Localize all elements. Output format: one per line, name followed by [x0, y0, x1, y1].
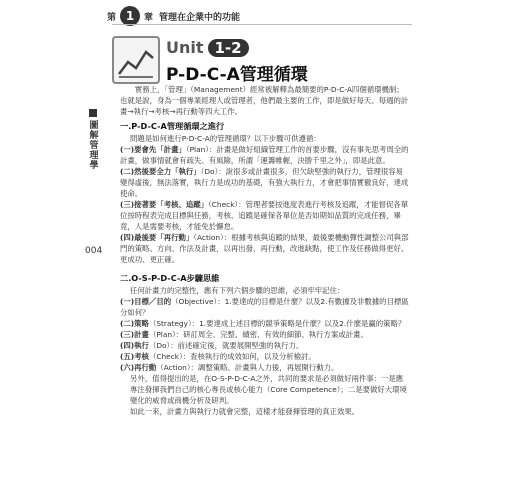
item-text: （Do）：說很多或計畫很多，但欠缺堅強的執行力，管理很容易變得虛後，無法落實，執行力是成功的基礎，有強大執行力，才會把事情實徹良好，達成使命。: [120, 167, 409, 198]
unit-word: Unit: [166, 38, 204, 57]
item-head: (一)目標／目的: [120, 297, 172, 306]
section2-item-6: [120, 362, 410, 373]
side-label: 圖解管理學: [89, 121, 99, 171]
item-head: (三)接著要「考核、追蹤」: [120, 200, 209, 209]
item-text: （Do）：前述確定後，就要展開堅強的執行力。: [148, 341, 304, 350]
section1-lead: 問題是如何進行P-D-C-A的管理循環？以下步驟可供遵循：: [130, 134, 321, 143]
item-head: (二)策略: [120, 319, 149, 328]
section2-item-3: [120, 329, 410, 340]
section2-item-2: [120, 318, 410, 329]
header-divider: [112, 24, 412, 25]
section1-title: 一.P-D-C-A管理循環之進行: [120, 121, 225, 131]
unit-label: [166, 38, 249, 57]
item-head: (六)再行動: [120, 363, 157, 372]
chapter-title: 管理在企業中的功能: [159, 12, 241, 23]
section1-item-2: [120, 166, 410, 199]
chapter-prefix: 第: [107, 12, 117, 23]
section1-item-3: [120, 199, 410, 232]
section2-tail-1: 另外，值得提出的是，在O-S-P-D-C-A之外，共同的要求是必須做好兩件事：一是應專注發揮我們自己的核心專長或核心能力（Core Competence）；二是要做好大環境變化的威脅或商機分析及研判。: [130, 374, 407, 405]
page-number: 004: [85, 246, 103, 256]
section2-item-1: [120, 296, 410, 318]
item-text: （Action）：根據考核與追蹤的結果，最後要機動彈性調整公司與部門的策略、方向、作法及計畫，以再出發、再行動，改進缺點，使工作及任務做得更好、更成功、更正確。: [120, 233, 409, 264]
section2-title: 二.O-S-P-D-C-A步驟思維: [120, 273, 220, 283]
section2-lead: 任何計畫力的完整性，應有下列六個步驟的思維，必須牢牢記住：: [130, 286, 345, 295]
section2-item-5: [120, 351, 410, 362]
section1-item-4: [120, 232, 410, 265]
item-text: （Objective）：1.要達成的目標是什麼？以及2.有數據及非數據的目標區分如何？: [120, 297, 409, 317]
unit-number: 1-2: [208, 39, 249, 57]
section2-item-4: [120, 340, 410, 351]
section1-item-1: [120, 144, 410, 166]
side-marker-icon: [88, 108, 98, 118]
item-text: （Plan）：計畫是做好組織管理工作的首要步驟，沒有事先思考周全的計畫，做事情就會有疏失、有風險，所謂「運籌帷幄，決勝千里之外」，即是此意。: [120, 145, 409, 165]
item-text: （Plan）：研訂周全、完整、績密、有效的細節、執行方案或計畫。: [148, 330, 368, 339]
item-head: (三)計畫: [120, 330, 149, 339]
section2-tail-2: 如此一來，計畫力與執行力就會完整，這樣才能發揮管理的真正效果。: [130, 407, 360, 416]
page-title: P-D-C-A管理循環: [166, 65, 308, 85]
chapter-header: [107, 6, 240, 26]
item-head: (五)考核: [120, 352, 149, 361]
chart-logo-icon: [112, 36, 160, 84]
item-head: (四)最後要「再行動」: [120, 233, 194, 242]
item-text: （Check）：查核執行的成效如何，以及分析檢討。: [148, 352, 316, 361]
item-text: （Action）：調整策略、計畫與人力後，再展開行動力。: [156, 363, 339, 372]
item-head: (四)執行: [120, 341, 149, 350]
chapter-suffix: 章: [144, 12, 154, 23]
item-head: (二)然後要全力「執行」: [120, 167, 201, 176]
item-head: (一)要會先「計畫」: [120, 145, 186, 154]
chapter-number: 1: [120, 6, 140, 26]
item-text: （Check）：管理者要按進度表進行考核及追蹤，才能督促各單位按時程表完成目標與任務，考核、追蹤是確保各單位是否如期如品質的完成任務，畢竟，人是需要考核，才能免於懈怠。: [120, 200, 409, 231]
item-text: （Strategy）：1.要達成上述目標的競爭策略是什麼？以及2.什麼是贏的策略？: [148, 319, 406, 328]
intro-paragraph: 實務上，「管理」（Management）經常被解釋為最簡要的P-D-C-A四個循環機制；也就是說，身為一個專業經理人或管理者，他們最主要的工作，即是做好每天、每週的計畫→執行→考核→再行動等四大工作。: [120, 85, 409, 116]
body-content: [120, 84, 410, 417]
